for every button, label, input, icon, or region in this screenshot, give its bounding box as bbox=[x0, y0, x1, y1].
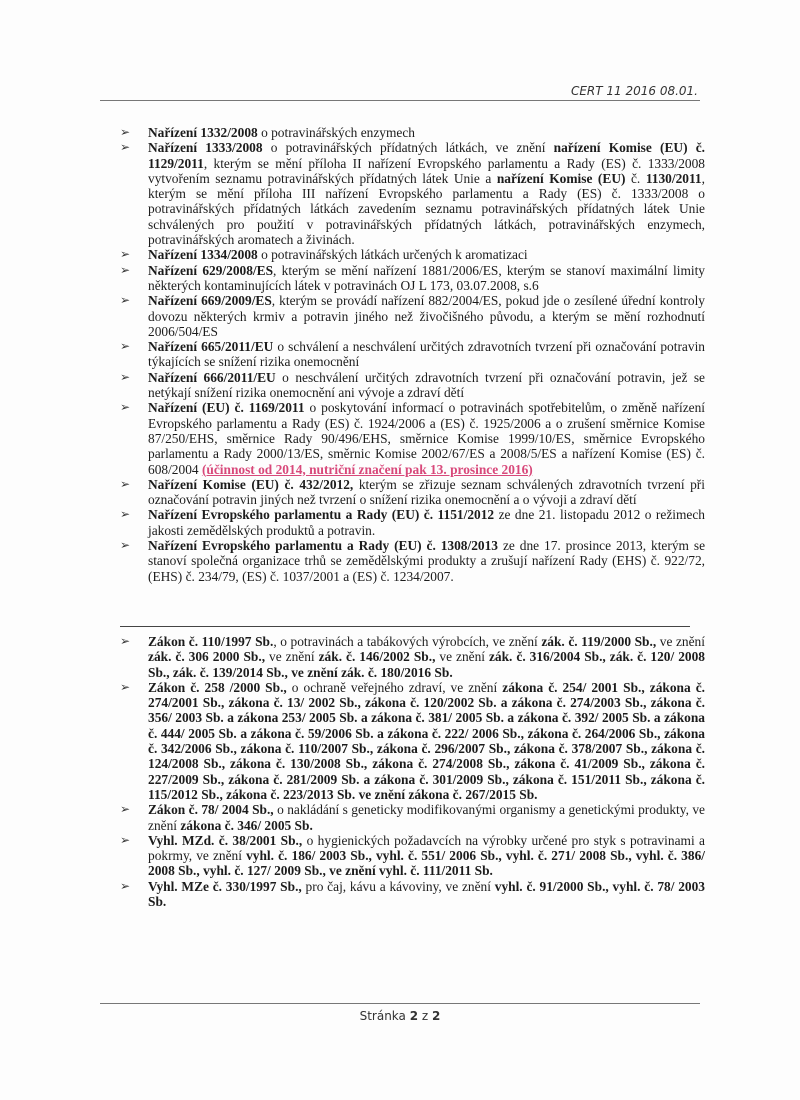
list-item bbox=[120, 879, 705, 910]
item-text: 1130/2011 bbox=[645, 170, 702, 186]
item-text: o potravinářských přídatných látkách, ve znění bbox=[262, 140, 554, 156]
item-text: zákona č. 254/ 2001 Sb., zákona č. 274/2001 Sb., zákona č. 13/ 2002 Sb., zákona č. 120/2002 Sb. a zákona č. 274/2003 Sb., zákona č. 356/ 2003 Sb. a zákona 253/ 2005 Sb. a zákona č. 381/ 2005 Sb. a zákona č. 392/ 2005 Sb. a zákona č. 444/ 2005 Sb. a zákona č. 59/2006 Sb. a zákona č. 222/ 2006 Sb., zákona č. 264/2006 Sb., zákona č. 342/2006 Sb., zákona č. 110/2007 Sb., zákona č. 296/2007 Sb., zákona č. 378/2007 Sb., zákona č. 124/2008 Sb., zákona č. 130/2008 Sb., zákona č. 274/2008 Sb., zákona č. 41/2009 Sb., zákona č. 227/2009 Sb., zákona č. 281/2009 Sb. a zákona č. 301/2009 Sb., zákona č. 151/2011 Sb., zákona č. 115/2012 Sb., zákona č. 223/2013 Sb. ve znění zákona č. 267/2015 Sb. bbox=[148, 679, 705, 802]
czech-laws-section bbox=[120, 634, 705, 909]
item-text: , kterým se mění příloha III nařízení Evropského parlamentu a Rady (ES) č. 1333/2008 o potravinářských přídatných látkách zavedením seznamu potravinářských přídatných látek Unie schválených pro použití v potravinářských přídatných látkách, potravinářských enzymech, potravinářských aromatech a živinách. bbox=[148, 170, 705, 248]
header-rule bbox=[100, 100, 700, 101]
arrow-bullet-icon: ➢ bbox=[120, 634, 131, 648]
arrow-bullet-icon: ➢ bbox=[120, 878, 131, 893]
item-text: o hygienických požadavcích na výrobky určené pro styk s potravinami a pokrmy, ve znění bbox=[148, 832, 705, 864]
footer-rule bbox=[100, 1003, 700, 1004]
item-text: ve znění bbox=[265, 649, 319, 665]
arrow-bullet-icon: ➢ bbox=[120, 369, 131, 384]
item-text: ze dne 21. listopadu 2012 o režimech jakosti zemědělských produktů a potravin. bbox=[148, 507, 705, 538]
arrow-bullet-icon: ➢ bbox=[120, 339, 131, 354]
section-divider bbox=[120, 626, 690, 627]
item-text: o nakládání s geneticky modifikovanými organismy a genetickými produkty, ve znění bbox=[148, 802, 706, 833]
list-item bbox=[120, 293, 705, 339]
item-text: ze dne 17. prosince 2013, kterým se stanoví společná organizace trhů se zemědělskými produkty a zrušují nařízení Rady (EHS) č. 922/72, (EHS) č. 234/79, (ES) č. 1037/2001 a (ES) č. 1234/2007. bbox=[148, 538, 706, 584]
item-text: o potravinářských enzymech bbox=[257, 125, 415, 140]
item-text: nařízení Komise (EU) bbox=[496, 170, 626, 186]
arrow-bullet-icon: ➢ bbox=[120, 538, 131, 553]
list-item bbox=[120, 680, 705, 802]
item-text: o ochraně veřejného zdraví, ve znění bbox=[286, 679, 503, 695]
list-item bbox=[120, 538, 705, 584]
item-text: , kterým se mění nařízení 1881/2006/ES, kterým se stanoví maximální limity některých kontaminujících látek v potravinách OJ L 173, 03.07.2008, s.6 bbox=[148, 262, 706, 293]
item-text: Nařízení 1333/2008 bbox=[148, 140, 263, 156]
item-text: Nařízení Komise (EU) č. 432/2012, bbox=[148, 476, 354, 492]
arrow-bullet-icon: ➢ bbox=[120, 262, 131, 277]
item-text: , kterým se provádí nařízení 882/2004/ES, pokud jde o zesílené úřední kontroly dovozu některých krmiv a potravin jiného než živočišného původu, a kterým se mění rozhodnutí 2006/504/ES bbox=[148, 293, 705, 339]
arrow-bullet-icon: ➢ bbox=[120, 247, 131, 262]
list-item bbox=[120, 802, 705, 833]
item-text: Nařízení 1334/2008 bbox=[148, 247, 258, 263]
arrow-bullet-icon: ➢ bbox=[120, 507, 131, 522]
item-text: Zákon č. 78/ 2004 Sb., bbox=[148, 802, 274, 818]
item-text: pro čaj, kávu a kávoviny, ve znění bbox=[301, 878, 495, 894]
item-text: Vyhl. MZe č. 330/1997 Sb., bbox=[148, 878, 302, 894]
item-text: Nařízení (EU) č. 1169/2011 bbox=[148, 400, 305, 416]
arrow-bullet-icon: ➢ bbox=[120, 400, 131, 415]
item-text: Zákon č. 110/1997 Sb. bbox=[148, 634, 274, 649]
eu-regulations-section bbox=[120, 125, 705, 584]
item-text: zákona č. 346/ 2005 Sb. bbox=[180, 817, 313, 833]
list-item bbox=[120, 833, 705, 879]
item-text: nařízení Komise (EU) č. 1129/2011 bbox=[148, 140, 705, 171]
arrow-bullet-icon: ➢ bbox=[120, 125, 131, 139]
item-text: vyhl. č. 91/2000 Sb., vyhl. č. 78/ 2003 Sb. bbox=[148, 878, 705, 910]
item-text: , kterým se mění příloha II nařízení Evropského parlamentu a Rady (ES) č. 1333/2008 vytvořením seznamu potravinářských přídatných látek Unie a bbox=[148, 155, 705, 186]
item-text: Nařízení Evropského parlamentu a Rady (EU) č. 1151/2012 bbox=[148, 507, 495, 523]
page-of: z bbox=[421, 1009, 429, 1023]
list-item bbox=[120, 125, 705, 140]
arrow-bullet-icon: ➢ bbox=[120, 293, 131, 308]
item-text: vyhl. č. 186/ 2003 Sb., vyhl. č. 551/ 2006 Sb., vyhl. č. 271/ 2008 Sb., vyhl. č. 386/ 2008 Sb., vyhl. č. 127/ 2009 Sb., ve znění vyhl. č. 111/2011 Sb. bbox=[148, 848, 705, 879]
item-text: o schválení a neschválení určitých zdravotních tvrzení při označování potravin týkajících se snížení rizika onemocnění bbox=[148, 339, 705, 370]
highlight-note: (účinnost od 2014, nutriční značení pak 13. prosince 2016) bbox=[201, 461, 533, 477]
item-text: ve znění bbox=[435, 649, 489, 665]
arrow-bullet-icon: ➢ bbox=[120, 476, 131, 491]
item-text: o potravinářských látkách určených k aromatizaci bbox=[257, 247, 528, 263]
item-text: č. bbox=[625, 170, 646, 186]
item-text: Nařízení 665/2011/EU bbox=[148, 339, 274, 355]
list-item bbox=[120, 339, 705, 370]
czech-laws-list bbox=[120, 634, 705, 909]
item-text: Nařízení 629/2008/ES bbox=[148, 262, 274, 278]
item-text: o poskytování informací o potravinách spotřebitelům, o změně nařízení Evropského parlamentu a Rady (ES) č. 1924/2006 a (ES) č. 1925/2006 a o zrušení směrnice Komise 87/250/EHS, směrnice Rady 90/496/EHS, směrnice Komise 1999/10/ES, směrnice Evropského parlamentu a Rady 2000/13/ES, směrnic Komise 2002/67/ES a 2008/5/ES a nařízení Komise (ES) č. 608/2004 bbox=[148, 400, 705, 477]
item-text: Nařízení 1332/2008 bbox=[148, 125, 258, 140]
item-text: Zákon č. 258 /2000 Sb., bbox=[148, 679, 287, 695]
list-item bbox=[120, 263, 705, 294]
page-total: 2 bbox=[432, 1009, 441, 1023]
arrow-bullet-icon: ➢ bbox=[120, 832, 131, 847]
page-current: 2 bbox=[409, 1009, 419, 1023]
list-item bbox=[120, 400, 705, 476]
item-text: zák. č. 316/2004 Sb., zák. č. 120/ 2008 Sb., zák. č. 139/2014 Sb., ve znění zák. č. 180/2016 Sb. bbox=[148, 649, 705, 680]
list-item bbox=[120, 247, 705, 262]
list-item bbox=[120, 477, 705, 508]
list-item bbox=[120, 140, 705, 247]
arrow-bullet-icon: ➢ bbox=[120, 140, 131, 155]
item-text: ve znění bbox=[656, 634, 705, 649]
item-text: Nařízení 669/2009/ES bbox=[148, 293, 272, 309]
item-text: zák. č. 119/2000 Sb., bbox=[541, 634, 657, 649]
page-number bbox=[0, 1009, 800, 1023]
eu-regulations-list bbox=[120, 125, 705, 584]
list-item bbox=[120, 634, 705, 680]
item-text: kterým se zřizuje seznam schválených zdravotních tvrzení při označování potravin jiných než tvrzení o snížení rizika onemocnění a o vývoji a zdraví dětí bbox=[148, 476, 705, 508]
item-text: Nařízení 666/2011/EU bbox=[148, 369, 276, 385]
document-code: CERT 11 2016 08.01. bbox=[570, 84, 698, 98]
item-text: Nařízení Evropského parlamentu a Rady (EU) č. 1308/2013 bbox=[148, 538, 499, 554]
list-item bbox=[120, 507, 705, 538]
page-label: Stránka bbox=[359, 1009, 406, 1023]
arrow-bullet-icon: ➢ bbox=[120, 802, 131, 817]
item-text: , o potravinách a tabákových výrobcích, ve znění bbox=[273, 634, 542, 649]
item-text: zák. č. 146/2002 Sb., bbox=[318, 649, 436, 665]
item-text: o neschválení určitých zdravotních tvrzení při označování potravin, jež se netýkají snížení rizika onemocnění ani vývoje a zdraví dětí bbox=[148, 369, 705, 401]
arrow-bullet-icon: ➢ bbox=[120, 679, 131, 694]
list-item bbox=[120, 370, 705, 401]
item-text: zák. č. 306 2000 Sb., bbox=[148, 649, 266, 665]
item-text: Vyhl. MZd. č. 38/2001 Sb., bbox=[148, 832, 303, 848]
